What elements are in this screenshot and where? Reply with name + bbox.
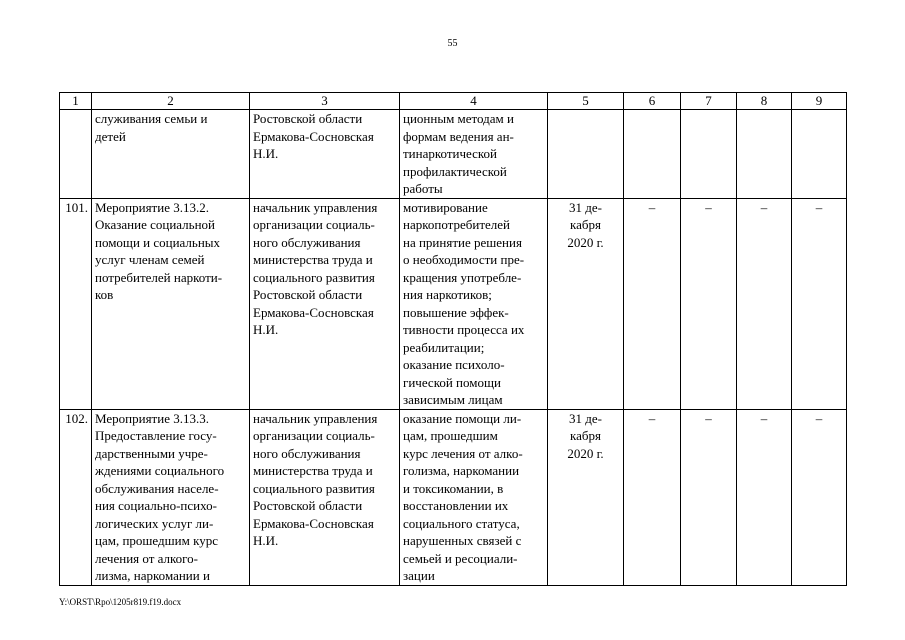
responsible-cell-line: Ростовской области xyxy=(253,287,363,302)
deadline-cell xyxy=(548,198,624,409)
measure-cell-line: помощи и социальных xyxy=(95,234,221,250)
measure-cell-line: служивания семьи и xyxy=(95,111,208,126)
deadline-cell-line: 2020 г. xyxy=(567,234,604,250)
funding-cell-8: – xyxy=(737,198,792,409)
result-cell-line: профилактической xyxy=(403,163,507,179)
result-cell-line: ния наркотиков; xyxy=(403,287,492,302)
responsible-cell-line: организации социаль- xyxy=(253,428,375,443)
deadline-cell-line: 31 де- xyxy=(569,199,602,215)
deadline-cell-line: 31 де- xyxy=(569,410,602,426)
col-header-8: 8 xyxy=(737,93,792,110)
row-number-cell: 101. xyxy=(60,198,92,409)
measure-cell-line: услуг членам семей xyxy=(95,252,205,267)
responsible-cell-line: Ростовской области xyxy=(253,111,363,126)
funding-cell-9: – xyxy=(792,409,847,585)
funding-cell-9 xyxy=(792,110,847,199)
result-cell-line: курс лечения от алко- xyxy=(403,445,523,461)
responsible-cell-line: Ермакова-Сосновская xyxy=(253,515,374,531)
measure-cell xyxy=(92,110,250,199)
row-number-cell: 102. xyxy=(60,409,92,585)
result-cell-line: на принятие решения xyxy=(403,234,522,250)
deadline-cell xyxy=(548,409,624,585)
responsible-cell-line: социального развития xyxy=(253,269,375,285)
measure-cell-line: ков xyxy=(95,287,114,302)
responsible-cell xyxy=(250,409,400,585)
responsible-cell-line: Н.И. xyxy=(253,146,279,161)
measure-cell-line: дарственными учре- xyxy=(95,445,208,461)
result-cell-line: голизма, наркомании xyxy=(403,463,520,478)
funding-cell-8 xyxy=(737,110,792,199)
table-row xyxy=(60,110,847,199)
result-cell-line: тинаркотической xyxy=(403,146,498,161)
funding-cell-6: – xyxy=(624,409,681,585)
result-cell-line: восстановлении их xyxy=(403,498,509,513)
measure-cell-line: логических услуг ли- xyxy=(95,515,214,531)
result-cell-line: гической помощи xyxy=(403,374,501,390)
col-header-6: 6 xyxy=(624,93,681,110)
responsible-cell-line: ного обслуживания xyxy=(253,445,361,461)
responsible-cell-line: Ермакова-Сосновская xyxy=(253,128,374,144)
result-cell-line: мотивирование xyxy=(403,199,488,215)
responsible-cell-line: Ермакова-Сосновская xyxy=(253,304,374,320)
measure-cell-line: потребителей наркоти- xyxy=(95,269,223,285)
col-header-2: 2 xyxy=(92,93,250,110)
measure-cell-line: ния социально-психо- xyxy=(95,498,217,513)
table-row xyxy=(60,198,847,409)
page-number: 55 xyxy=(447,38,458,49)
col-header-4: 4 xyxy=(400,93,548,110)
result-cell-line: тивности процесса их xyxy=(403,322,525,337)
result-cell-line: зации xyxy=(403,568,435,583)
result-cell-line: семьей и ресоциали- xyxy=(403,550,518,566)
measure-cell xyxy=(92,198,250,409)
measure-cell xyxy=(92,409,250,585)
result-cell-line: реабилитации; xyxy=(403,339,485,355)
deadline-cell-line: кабря xyxy=(570,428,601,443)
funding-cell-7 xyxy=(681,110,737,199)
responsible-cell-line: организации социаль- xyxy=(253,217,375,232)
col-header-5: 5 xyxy=(548,93,624,110)
row-number-cell xyxy=(60,110,92,199)
deadline-cell xyxy=(548,110,624,199)
result-cell-line: цам, прошедшим xyxy=(403,428,498,443)
responsible-cell-line: ного обслуживания xyxy=(253,234,361,250)
footer-file-path: Y:\ORST\Rpo\1205r819.f19.docx xyxy=(59,597,182,607)
result-cell-line: ционным методам и xyxy=(403,111,514,126)
header-row xyxy=(60,93,847,110)
table-body xyxy=(60,110,847,586)
funding-cell-7: – xyxy=(681,409,737,585)
result-cell-line: и токсикомании, в xyxy=(403,480,504,496)
responsible-cell-line: министерства труда и xyxy=(253,463,373,478)
responsible-cell-line: начальник управления xyxy=(253,199,378,215)
responsible-cell xyxy=(250,110,400,199)
responsible-cell-line: министерства труда и xyxy=(253,252,373,267)
result-cell xyxy=(400,409,548,585)
col-header-9: 9 xyxy=(792,93,847,110)
funding-cell-7: – xyxy=(681,198,737,409)
funding-cell-9: – xyxy=(792,198,847,409)
responsible-cell-line: Ростовской области xyxy=(253,498,363,513)
result-cell-line: нарушенных связей с xyxy=(403,533,522,548)
measure-cell-line: ждениями социального xyxy=(95,463,225,478)
measure-cell-line: обслуживания населе- xyxy=(95,480,219,496)
result-cell-line: оказание помощи ли- xyxy=(403,410,522,426)
result-cell xyxy=(400,198,548,409)
result-cell-line: повышение эффек- xyxy=(403,304,509,320)
measure-cell-line: Оказание социальной xyxy=(95,217,216,232)
measure-cell-line: Предоставление госу- xyxy=(95,428,217,443)
responsible-cell-line: социального развития xyxy=(253,480,375,496)
deadline-cell-line: кабря xyxy=(570,217,601,232)
funding-cell-8: – xyxy=(737,409,792,585)
measures-table xyxy=(59,92,847,586)
measure-cell-line: лечения от алкого- xyxy=(95,550,199,566)
result-cell-line: оказание психоло- xyxy=(403,357,505,372)
result-cell-line: социального статуса, xyxy=(403,515,520,531)
result-cell-line: о необходимости пре- xyxy=(403,252,525,267)
measure-cell-line: Мероприятие 3.13.3. xyxy=(95,410,209,426)
col-header-7: 7 xyxy=(681,93,737,110)
result-cell xyxy=(400,110,548,199)
measure-cell-line: Мероприятие 3.13.2. xyxy=(95,199,209,215)
result-cell-line: кращения употребле- xyxy=(403,269,522,285)
responsible-cell-line: Н.И. xyxy=(253,533,279,548)
funding-cell-6: – xyxy=(624,198,681,409)
result-cell-line: формам ведения ан- xyxy=(403,128,514,144)
col-header-3: 3 xyxy=(250,93,400,110)
table-row xyxy=(60,409,847,585)
responsible-cell-line: начальник управления xyxy=(253,410,378,426)
measure-cell-line: лизма, наркомании и xyxy=(95,568,210,583)
responsible-cell xyxy=(250,198,400,409)
result-cell-line: зависимым лицам xyxy=(403,392,503,407)
responsible-cell-line: Н.И. xyxy=(253,322,279,337)
funding-cell-6 xyxy=(624,110,681,199)
result-cell-line: наркопотребителей xyxy=(403,217,511,232)
deadline-cell-line: 2020 г. xyxy=(567,445,604,461)
result-cell-line: работы xyxy=(403,181,443,196)
measure-cell-line: цам, прошедшим курс xyxy=(95,533,218,548)
col-header-1: 1 xyxy=(60,93,92,110)
measure-cell-line: детей xyxy=(95,128,126,144)
